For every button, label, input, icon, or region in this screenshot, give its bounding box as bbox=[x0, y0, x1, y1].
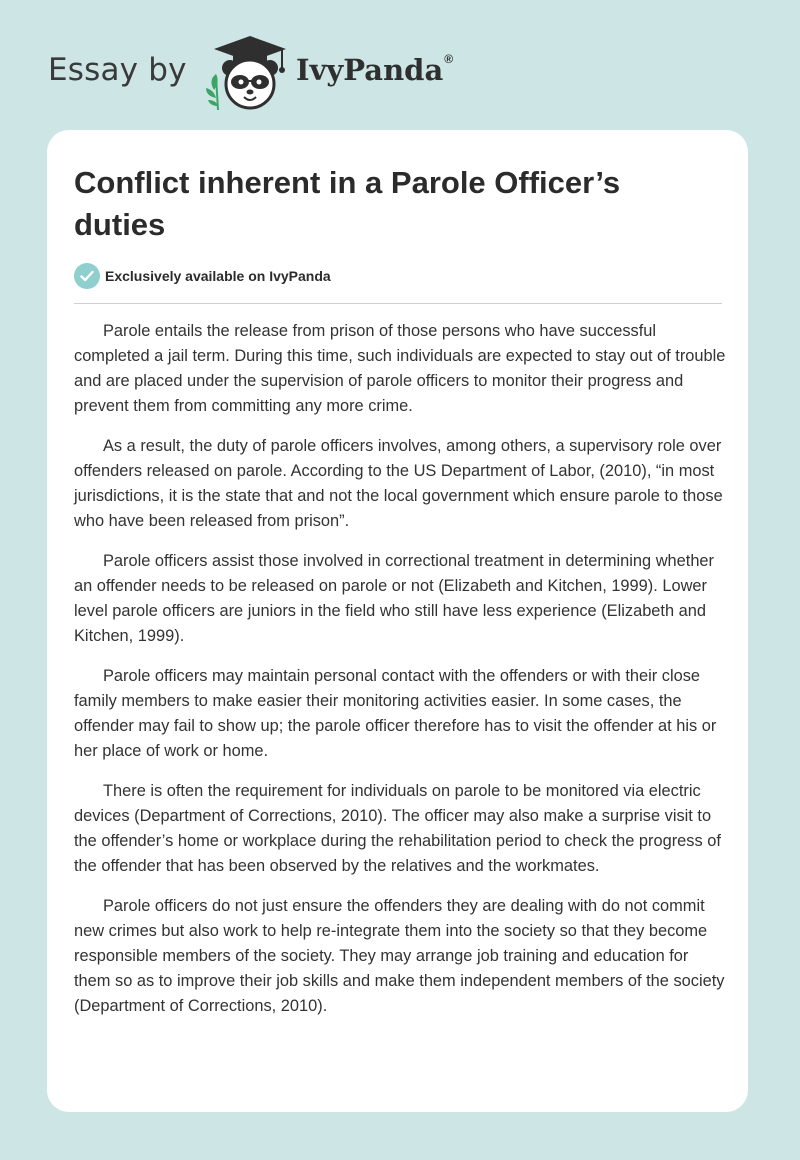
essay-body bbox=[74, 319, 726, 1034]
badge-label: Exclusively available on IvyPanda bbox=[105, 268, 331, 284]
paragraph: Parole entails the release from prison of those persons who have successful completed a jail term. During this time, such individuals are expected to stay out of trouble and are placed under the supervision of parole officers to monitor their progress and prevent them from committing any more crime. bbox=[74, 322, 726, 415]
check-circle-icon bbox=[74, 263, 100, 289]
essay-by-label: Essay by bbox=[48, 52, 187, 88]
page-title: Conflict inherent in a Parole Officer’s duties bbox=[74, 165, 621, 242]
brand-header[interactable] bbox=[48, 34, 508, 114]
paragraph: As a result, the duty of parole officers involves, among others, a supervisory role over offenders released on parole. According to the US Department of Labor, (2010), “in most jurisdictions, it is the state that and not the local government which ensure parole to those who have been released from prison”. bbox=[74, 437, 723, 530]
essay-card bbox=[47, 130, 748, 1112]
brand-name: IvyPanda® bbox=[296, 52, 454, 87]
exclusive-badge bbox=[74, 263, 331, 289]
paragraph: Parole officers do not just ensure the offenders they are dealing with do not commit new crimes but also work to help re-integrate them into the society so that they become responsible members of the society. They may arrange job training and education for them so as to improve their job skills and make them independent members of the society (Department of Corrections, 2010). bbox=[74, 897, 725, 1015]
paragraph: Parole officers may maintain personal contact with the offenders or with their close family members to make easier their monitoring activities easier. In some cases, the offender may fail to show up; the parole officer therefore has to visit the offender at his or her place of work or home. bbox=[74, 667, 717, 760]
panda-graduate-icon bbox=[204, 34, 296, 114]
paragraph: There is often the requirement for individuals on parole to be monitored via electric devices (Department of Corrections, 2010). The officer may also make a surprise visit to the offender’s home or workplace during the rehabilitation period to check the progress of the offender that has been observed by the relatives and the workmates. bbox=[74, 782, 721, 875]
paragraph: Parole officers assist those involved in correctional treatment in determining whether an offender needs to be released on parole or not (Elizabeth and Kitchen, 1999). Lower level parole officers are juniors in the field who still have less experience (Elizabeth and Kitchen, 1999). bbox=[74, 552, 715, 645]
divider bbox=[74, 303, 722, 304]
trademark-symbol: ® bbox=[444, 52, 454, 67]
